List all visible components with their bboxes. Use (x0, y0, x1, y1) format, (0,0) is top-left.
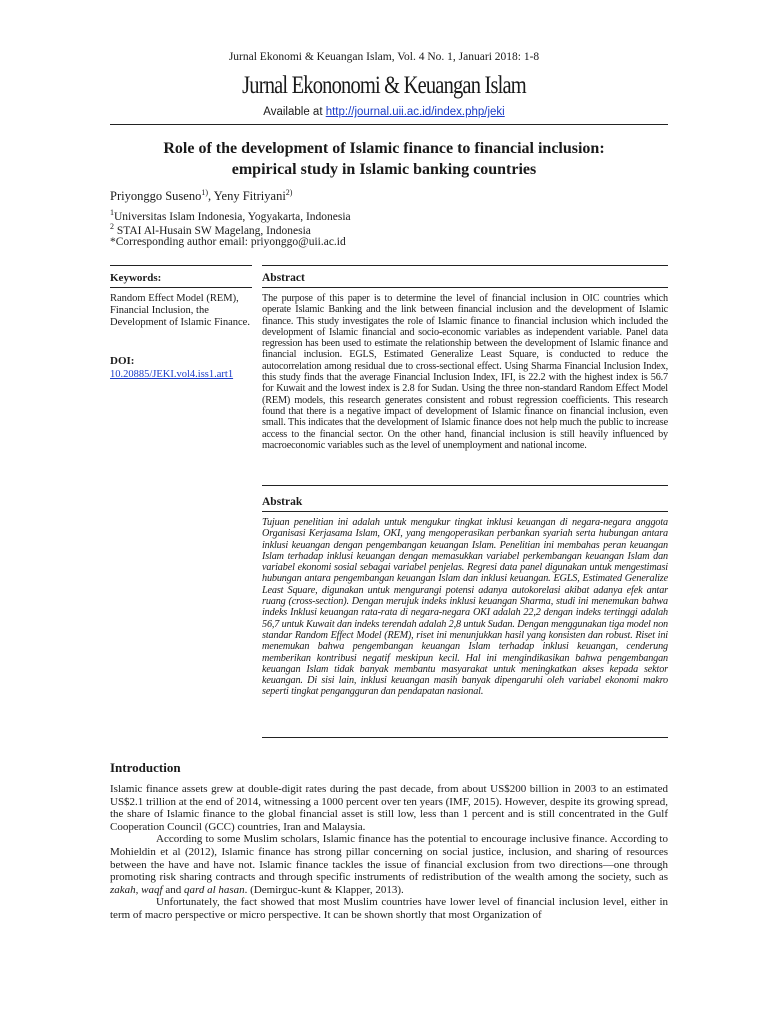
author-1: Priyonggo Suseno (110, 189, 202, 204)
intro-p2-and: and (162, 883, 184, 896)
availability-line (0, 106, 768, 118)
journal-title: Jurnal Ekononomi & Keuangan Islam (242, 72, 526, 99)
abstract-heading: Abstract (262, 272, 305, 284)
introduction-heading: Introduction (110, 760, 181, 775)
author-2-sup: 2) (285, 188, 293, 197)
journal-url-link[interactable]: http://journal.uii.ac.id/index.php/jeki (325, 106, 505, 118)
abstract-top-rule (262, 265, 668, 266)
intro-p2-text-a: According to some Muslim scholars, Islamic finance has the potential to encourage inclusive finance. According to Mohieldin et al (2012), Islamic finance has strong pillar concerning on social justice, inclusion, and sharing of resources between the have and have not. Islamic finance tackles the issue of financial exclusion from two directions—one through promoting risk sharing contracts and through specific instruments of redistribution of the wealth among the society, such as (110, 833, 668, 884)
corresponding-author: *Corresponding author email: priyonggo@uii.ac.id (110, 236, 346, 248)
doi-link[interactable]: 10.20885/JEKI.vol4.iss1.art1 (110, 369, 234, 380)
affiliation-2-text: STAI Al-Husain SW Magelang, Indonesia (114, 224, 311, 237)
intro-p2-italic-qard: qard al hasan (183, 883, 245, 896)
doi-label: DOI: (110, 355, 135, 367)
abstrak-bottom-rule (262, 737, 668, 738)
intro-p2-italic-terms: zakah, waqf (110, 883, 163, 896)
running-head: Jurnal Ekonomi & Keuangan Islam, Vol. 4 No. 1, Januari 2018: 1-8 (228, 51, 540, 63)
keywords-text: Random Effect Model (REM), Financial Inclusion, the Development of Islamic Finance. (110, 293, 250, 328)
abstrak-heading: Abstrak (262, 496, 303, 508)
affiliation-1 (110, 208, 351, 223)
available-prefix: Available at (263, 106, 326, 118)
author-2: , Yeny Fitriyani (208, 189, 286, 204)
abstract-heading-rule (262, 287, 668, 288)
abstract-bottom-rule (262, 485, 668, 486)
abstract-text: The purpose of this paper is to determine the level of financial inclusion in OIC countries which operate Islamic Banking and the link between financial inclusion and the development of Islamic finance. This study investigates the role of Islamic finance to financial inclusion which included the development of Islamic financial and socio-economic variables as independent variable. Panel data regression has been used to estimate the relationship between the development of Islamic finance and financial inclusion. EGLS, Estimated Generalize Least Square, is conducted to reduce the autocorrelation among residual due to cross-sectional effect. Using Sharma Financial Inclusion Index, this study finds that the average Financial Inclusion Index, IFI, is 22.2 with the highest index is 56.7 for Kuwait and the lowest index is 2.8 for Sudan. Using the three non-standard Random Effect Model (REM) models, this research generates consistent and robust regression coefficients. This research found that there is a negative impact of development of Islamic finance on financial inclusion, even small. This indicates that the development of Islamic finance does not help much the public to increase access to the financial sector. On the other hand, financial inclusion is still heavily influenced by macroeconomic variables such as the level of unemployment and national income. (262, 293, 668, 451)
introduction-body (110, 783, 668, 922)
intro-paragraph-1: Islamic finance assets grew at double-digit rates during the past decade, from about US$200 billion in 2003 to an estimated US$2.1 trillion at the end of 2014, witnessing a 1000 percent over ten years (IMF, 2015). However, despite its growing spread, the share of Islamic finance to the global financial asset is still low, less than 1 percent and is still concentrated in the Gulf Cooperation Council (GCC) countries, Iran and Malaysia. (110, 783, 668, 833)
author-1-sup: 1) (201, 188, 208, 197)
paper-title-line2: empirical study in Islamic banking countries (231, 161, 537, 178)
intro-p2-text-b: . (Demirguc-kunt & Klapper, 2013). (244, 883, 404, 896)
intro-paragraph-2 (110, 833, 668, 896)
intro-paragraph-3: Unfortunately, the fact showed that most Muslim countries have lower level of financial inclusion level, either in term of macro perspective or micro perspective. It can be shown shortly that most Organization of (110, 896, 668, 921)
paper-title-line1: Role of the development of Islamic finance to financial inclusion: (163, 140, 605, 157)
affiliation-2 (110, 222, 311, 237)
affiliation-1-sup: 1 (110, 208, 114, 217)
keywords-top-rule (110, 265, 252, 266)
keywords-label: Keywords: (110, 272, 162, 284)
header-rule (110, 124, 668, 125)
author-list (110, 188, 292, 204)
keywords-rule (110, 287, 252, 288)
affiliation-1-text: Universitas Islam Indonesia, Yogyakarta, Indonesia (114, 210, 351, 223)
paper-title (80, 138, 688, 180)
abstrak-heading-rule (262, 511, 668, 512)
abstrak-text: Tujuan penelitian ini adalah untuk mengukur tingkat inklusi keuangan di negara-negara anggota Organisasi Kerjasama Islam, OKI, yang mengoperasikan perbankan syariah serta hubungan antara inklusi keuangan dengan pengembangan keuangan Islam. Penelitian ini membahas peran keuangan Islam terhadap inklusi keuangan dengan memasukkan variabel perkembangan keuangan Islam dan variabel ekonomi sosial sebagai variabel penjelas. Regresi data panel digunakan untuk mengestimasi hubungan antara pengembangan keuangan Islam dan inklusi keuangan. EGLS, Estimated Generalize Least Square, digunakan untuk mengurangi potensi adanya autokorelasi akibat adanya efek antar ruang (cross-section). Dengan merujuk indeks inklusi keuangan Sharma, studi ini menemukan bahwa indeks Inklusi keuangan rata-rata di negara-negara OKI adalah 22,2 dengan indeks tertinggi adalah 56,7 untuk Kuwait dan indeks terendah adalah 2,8 untuk Sudan. Dengan menggunakan tiga model non standar Random Effect Model (REM), riset ini menunjukkan hasil yang konsisten dan robust. Riset ini menemukan bahwa pengembangan keuangan Islam terhadap inklusi keuangan, cenderung memberikan kontribusi negatif meskipun kecil. Hal ini mengindikasikan bahwa pengembangan keuangan Islam tidak banyak membantu masyarakat untuk meningkatkan akses kepada sektor keuangan. Di sisi lain, inklusi keuangan masih banyak dipengaruhi oleh variabel ekonomi makro seperti tingkat pengangguran dan pendapatan nasional. (262, 517, 668, 698)
affiliation-2-sup: 2 (110, 222, 114, 231)
